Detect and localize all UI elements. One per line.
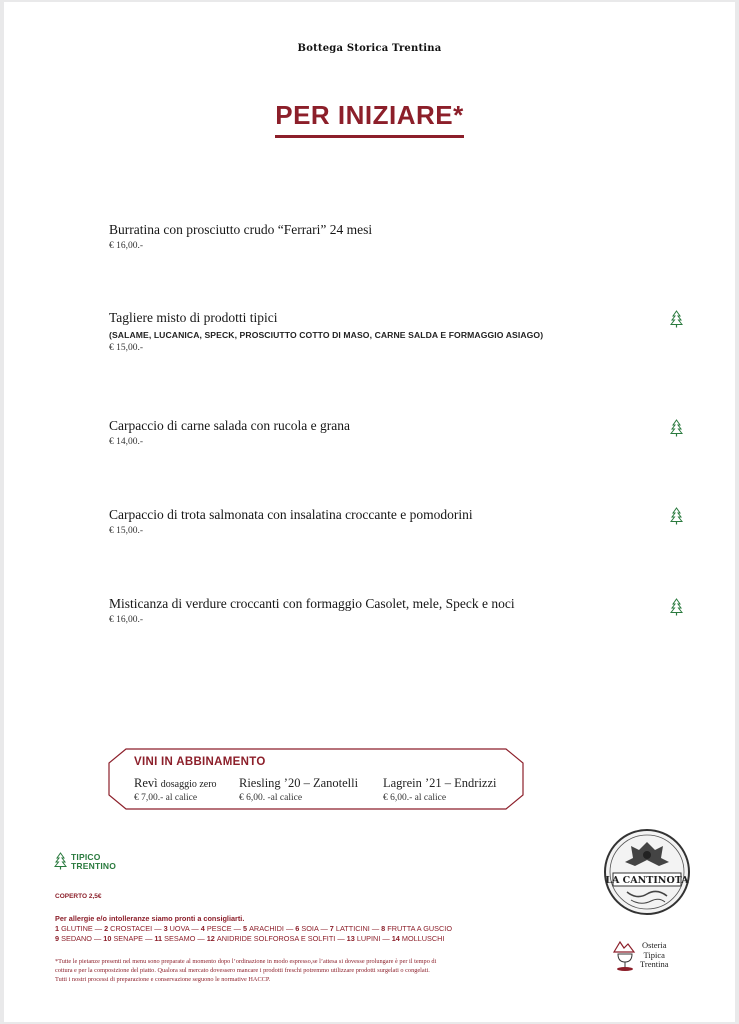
allergen-item: [164, 924, 190, 933]
dish-price: € 16,00.-: [109, 615, 144, 625]
allergen-info: [55, 914, 452, 944]
allergen-item: [392, 934, 445, 943]
allergen-label: ANIDRIDE SOLFOROSA E SOLFITI: [216, 934, 336, 943]
tipico-line2: TRENTINO: [71, 861, 117, 871]
osteria-line: Tipica: [643, 949, 665, 960]
menu-item: [109, 507, 699, 536]
seal-text: LA CANTINOTA: [605, 875, 689, 886]
allergen-number: 3: [163, 924, 170, 933]
coperto-charge: COPERTO 2,5€: [55, 893, 102, 900]
dish-name: Misticanza di verdure croccanti con formaggio Casolet, mele, Speck e noci: [109, 596, 515, 611]
dish-price: € 15,00.-: [109, 343, 144, 353]
section-title: PER INIZIARE*: [275, 100, 464, 138]
allergen-row: 9 SEDANO — 10 SENAPE — 11 SESAMO — 12 ANIDRIDE SOLFOROSA E SOLFITI — 13 LUPINI — 14 MOLLUSCHI: [55, 934, 445, 943]
dish-name: Carpaccio di trota salmonata con insalatina croccante e pomodorini: [109, 507, 473, 522]
menu-item: [109, 596, 699, 625]
footnote-line: Tutti i nostri processi di preparazione e conservazione seguono le normative HACCP.: [55, 976, 271, 983]
wine-price: € 6,00. -al calice: [239, 793, 303, 803]
tipico-tree-icon: [54, 852, 67, 870]
allergen-item: [201, 924, 232, 933]
allergen-number: 5: [242, 924, 250, 933]
allergen-number: 11: [154, 934, 165, 943]
allergen-label: LATTICINI: [335, 924, 370, 933]
tipico-line1: TIPICO: [71, 852, 101, 862]
allergen-number: 12: [206, 934, 217, 943]
wine-price: € 7,00.- al calice: [134, 793, 198, 803]
tipico-tree-icon: [670, 598, 683, 616]
allergen-item: [243, 924, 284, 933]
allergen-label: SENAPE: [113, 934, 144, 943]
dish-price: € 15,00.-: [109, 526, 144, 536]
allergen-label: SOIA: [301, 924, 319, 933]
dish-name: Burratina con prosciutto crudo “Ferrari” 24 mesi: [109, 222, 373, 237]
allergen-number: 8: [381, 924, 388, 933]
allergen-label: CROSTACEI: [110, 924, 153, 933]
allergen-label: FRUTTA A GUSCIO: [387, 924, 452, 933]
dish-name: Carpaccio di carne salada con rucola e grana: [109, 418, 350, 433]
wine-glass-icon: [610, 938, 640, 972]
allergen-intro: Per allergie e/o intolleranze siamo pronti a consigliarti.: [55, 914, 245, 923]
menu-item: [109, 222, 699, 251]
allergen-label: UOVA: [169, 924, 190, 933]
dish-price: € 14,00.-: [109, 437, 144, 447]
footnote: [55, 957, 545, 984]
la-cantinota-seal-logo: [603, 828, 691, 916]
allergen-number: 10: [103, 934, 114, 943]
osteria-line: Osteria: [641, 940, 667, 950]
allergen-number: 7: [329, 924, 336, 933]
wine-item: [239, 776, 358, 803]
menu-page: [4, 2, 735, 1022]
allergen-label: LUPINI: [356, 934, 381, 943]
allergen-row: 1 GLUTINE — 2 CROSTACEI — 3 UOVA — 4 PESCE — 5 ARACHIDI — 6 SOIA — 7 LATTICINI — 8 FRUTTA A GUSCIO: [55, 924, 452, 933]
wine-pairing-box: [108, 748, 524, 810]
allergen-number: 2: [104, 924, 111, 933]
wine-name: Riesling ’20 – Zanotelli: [239, 776, 359, 790]
brand-name: Bottega Storica Trentina: [297, 43, 442, 54]
tipico-tree-icon: [670, 419, 683, 437]
allergen-number: 13: [346, 934, 357, 943]
footnote-line: *Tutte le pietanze presenti nel menu sono preparate al momento dopo l’ordinazione in modo espresso,se l’attesa si dovesse prolungare è per il tempo di: [55, 958, 437, 965]
allergen-item: [55, 924, 93, 933]
osteria-tipica-logo: [610, 936, 690, 976]
allergen-label: SESAMO: [164, 934, 196, 943]
allergen-number: 4: [200, 924, 207, 933]
wine-item: [383, 776, 497, 803]
footnote-line: cottura e per la composizione del piatto. Qualora sul mercato dovessero mancare i prodotti freschi potremmo utilizzare prodotti surgelati o congelati.: [55, 967, 430, 974]
allergen-item: [103, 934, 143, 943]
wine-price: € 6,00.- al calice: [383, 793, 447, 803]
tipico-tree-icon: [670, 507, 683, 525]
allergen-label: PESCE: [206, 924, 232, 933]
wine-note: dosaggio zero: [160, 779, 217, 790]
allergen-item: [347, 934, 381, 943]
allergen-item: [295, 924, 318, 933]
allergen-item: [381, 924, 452, 933]
allergen-label: MOLLUSCHI: [401, 934, 445, 943]
allergen-item: [330, 924, 370, 933]
allergen-item: [104, 924, 152, 933]
allergen-item: [55, 934, 92, 943]
menu-item: [109, 418, 699, 447]
allergen-number: 9: [55, 934, 62, 943]
dish-description: (SALAME, LUCANICA, SPECK, PROSCIUTTO COTTO DI MASO, CARNE SALDA E FORMAGGIO ASIAGO): [109, 330, 544, 340]
allergen-number: 1: [55, 924, 62, 933]
wine-name: Revì: [134, 776, 158, 790]
allergen-label: SEDANO: [61, 934, 92, 943]
allergen-number: 6: [295, 924, 302, 933]
allergen-label: GLUTINE: [61, 924, 93, 933]
wine-name: Lagrein ’21 – Endrizzi: [383, 776, 497, 790]
section-title-wrap: [4, 100, 735, 138]
dish-price: € 16,00.-: [109, 241, 144, 251]
menu-item: [109, 310, 699, 353]
allergen-label: ARACHIDI: [249, 924, 284, 933]
dish-name: Tagliere misto di prodotti tipici: [109, 310, 278, 325]
osteria-line: Trentina: [640, 959, 669, 969]
allergen-number: 14: [391, 934, 402, 943]
wine-item: [134, 776, 217, 803]
tipico-tree-icon: [670, 310, 683, 328]
allergen-item: [154, 934, 195, 943]
allergen-item: [207, 934, 336, 943]
wine-pairing-title: VINI IN ABBINAMENTO: [134, 756, 266, 768]
